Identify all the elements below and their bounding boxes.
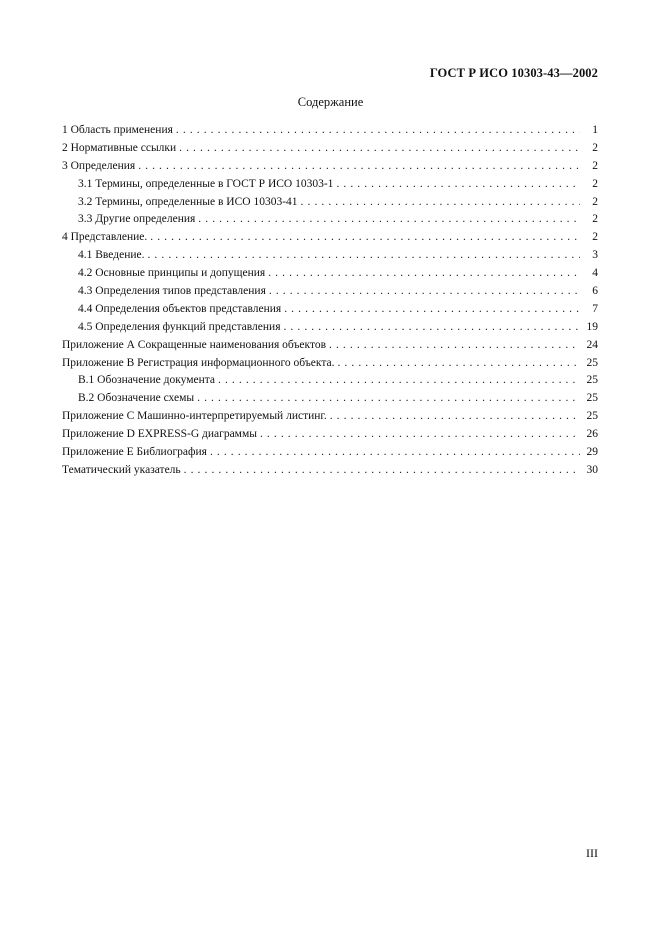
toc-entry-page: 30 [586, 463, 598, 476]
toc-leader-dots [210, 444, 580, 462]
toc-entry-4[interactable] [62, 229, 598, 247]
toc-entry-b-1[interactable] [62, 372, 598, 390]
toc-entry-text: 3.1 Термины, определенные в ГОСТ Р ИСО 10303-1 [78, 177, 334, 190]
toc-entry-page: 29 [586, 446, 598, 459]
toc-entry-text: 3.3 Другие определения [78, 213, 196, 226]
table-of-contents [62, 122, 598, 480]
toc-entry-4-2[interactable] [62, 265, 598, 283]
toc-entry-appendix-d[interactable] [62, 426, 598, 444]
toc-entry-text: Приложение D EXPRESS-G диаграммы [62, 428, 257, 441]
toc-entry-appendix-e[interactable] [62, 444, 598, 462]
toc-leader-dots [184, 462, 580, 480]
toc-entry-page: 25 [586, 356, 598, 369]
toc-entry-4-5[interactable] [62, 319, 598, 337]
toc-leader-dots [329, 337, 580, 355]
toc-entry-text: 4.3 Определения типов представления [78, 285, 266, 298]
toc-entry-page: 2 [592, 141, 598, 154]
toc-leader-dots [179, 140, 580, 158]
toc-entry-text: 4.5 Определения функций представления [78, 320, 281, 333]
toc-entry-page: 1 [592, 124, 598, 136]
toc-entry-text: 2 Нормативные ссылки [62, 141, 177, 154]
toc-entry-text: 3 Определения [62, 159, 136, 172]
toc-entry-index[interactable] [62, 462, 598, 480]
toc-leader-dots [218, 372, 580, 390]
toc-entry-1[interactable] [62, 122, 598, 140]
toc-leader-dots [176, 122, 580, 140]
toc-entry-text: Приложение Е Библиография [62, 446, 207, 459]
toc-entry-text: Приложение А Сокращенные наименования объектов [62, 338, 327, 351]
toc-leader-dots [268, 265, 580, 283]
toc-entry-page: 4 [592, 267, 598, 280]
toc-entry-page: 2 [592, 159, 598, 172]
toc-leader-dots [337, 355, 580, 373]
toc-entry-page: 2 [592, 177, 598, 190]
toc-title: Содержание [297, 95, 364, 109]
toc-entry-page: 25 [586, 392, 598, 405]
toc-entry-page: 25 [586, 374, 598, 387]
toc-entry-text: 4 Представление. [62, 231, 148, 244]
toc-entry-text: 4.2 Основные принципы и допущения [78, 267, 266, 280]
toc-entry-3[interactable] [62, 158, 598, 176]
toc-leader-dots [283, 319, 580, 337]
toc-entry-2[interactable] [62, 140, 598, 158]
toc-entry-3-3[interactable] [62, 211, 598, 229]
toc-entry-text: 4.1 Введение. [78, 249, 145, 262]
toc-leader-dots [147, 247, 580, 265]
toc-leader-dots [260, 426, 580, 444]
toc-entry-text: 4.4 Определения объектов представления [78, 302, 282, 315]
toc-entry-page: 19 [586, 320, 598, 333]
toc-entry-text: Тематический указатель [62, 463, 181, 476]
toc-leader-dots [138, 158, 580, 176]
toc-entry-page: 2 [592, 213, 598, 226]
toc-leader-dots [284, 301, 580, 319]
toc-entry-text: В.2 Обозначение схемы [78, 392, 195, 405]
toc-entry-text: Приложение С Машинно-интерпретируемый листинг. [62, 410, 327, 423]
toc-leader-dots [301, 194, 580, 212]
toc-leader-dots [330, 408, 580, 426]
toc-entry-page: 25 [586, 410, 598, 423]
toc-entry-3-1[interactable] [62, 176, 598, 194]
toc-entry-appendix-b[interactable] [62, 355, 598, 373]
toc-entry-4-4[interactable] [62, 301, 598, 319]
toc-entry-page: 7 [592, 302, 598, 315]
toc-leader-dots [150, 229, 580, 247]
toc-leader-dots [269, 283, 580, 301]
toc-entry-4-3[interactable] [62, 283, 598, 301]
toc-entry-text: 1 Область применения [62, 124, 173, 136]
toc-leader-dots [197, 390, 580, 408]
toc-entry-appendix-c[interactable] [62, 408, 598, 426]
toc-entry-page: 24 [586, 338, 598, 351]
toc-entry-text: Приложение В Регистрация информационного объекта. [62, 356, 335, 369]
document-code: ГОСТ Р ИСО 10303-43—2002 [429, 66, 598, 80]
toc-entry-page: 2 [592, 195, 598, 208]
toc-leader-dots [198, 211, 580, 229]
toc-entry-appendix-a[interactable] [62, 337, 598, 355]
toc-entry-text: 3.2 Термины, определенные в ИСО 10303-41 [78, 195, 298, 208]
toc-entry-3-2[interactable] [62, 194, 598, 212]
toc-entry-b-2[interactable] [62, 390, 598, 408]
toc-entry-4-1[interactable] [62, 247, 598, 265]
toc-entry-page: 6 [592, 285, 598, 298]
toc-entry-page: 2 [592, 231, 598, 244]
toc-entry-page: 26 [586, 428, 598, 441]
toc-entry-page: 3 [592, 249, 598, 262]
toc-leader-dots [336, 176, 580, 194]
page-number: III [586, 846, 598, 860]
toc-entry-text: В.1 Обозначение документа [78, 374, 216, 387]
